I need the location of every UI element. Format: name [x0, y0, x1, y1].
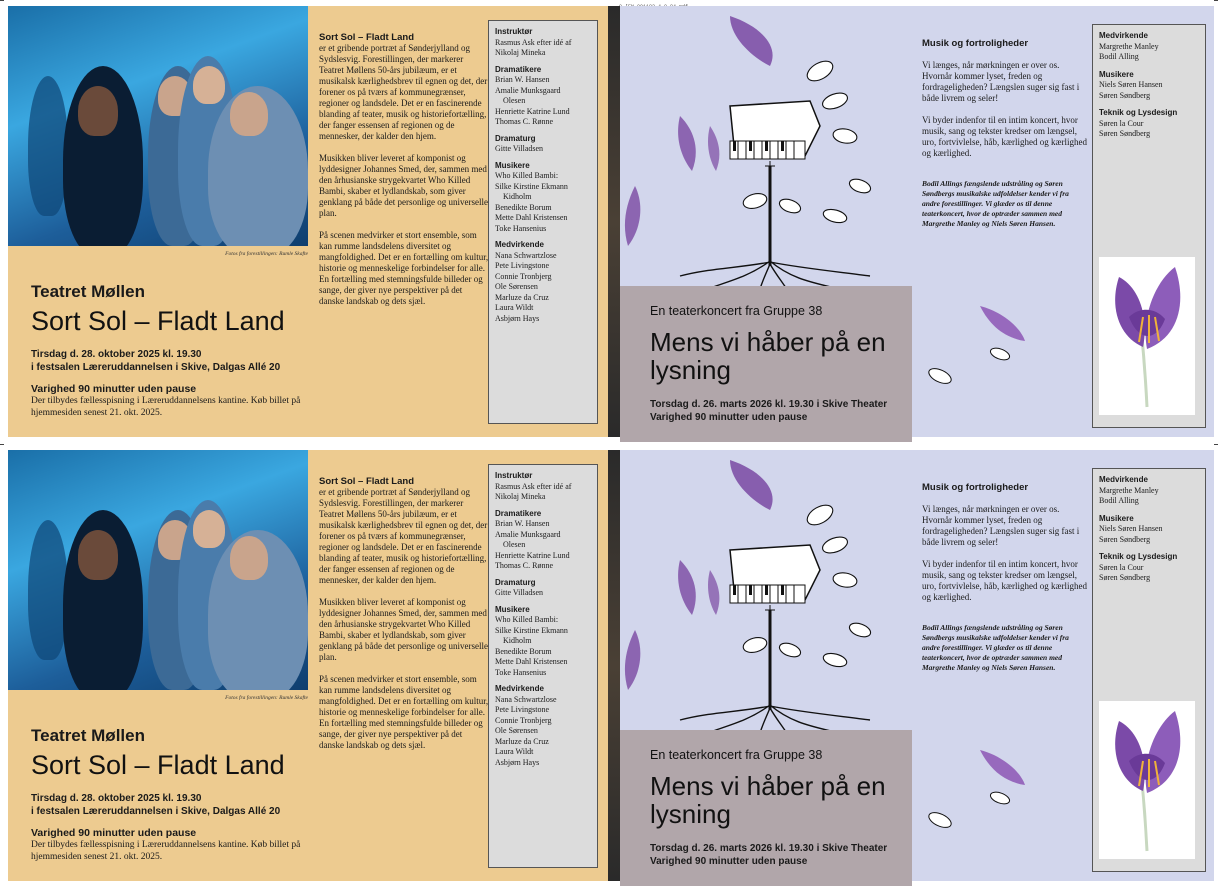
body-paragraph: er et gribende portræt af Sønderjylland og Sydslesvig. Forestillingen, der markerer Teatret Møllens 50-års jubilæum, er et musikalsk kærlighedsbrev til egnen og det, der forener os på tværs af kommunegrænser, regioner og landsdele. Det er en fascinerende blanding af teater, musik og historiefortælling, der fanger essensen af regionen og de mennesker, der kalder den hjem.	[319, 43, 488, 141]
music-heading: Musik og fortroligheder	[922, 482, 1029, 493]
description-heading: Sort Sol – Fladt Land	[319, 476, 415, 487]
credit-heading: Musikere	[1099, 513, 1134, 523]
flyer-sheet-top	[0, 0, 1218, 443]
concert-subtitle: En teaterkoncert fra Gruppe 38	[650, 304, 823, 318]
performance-photo	[8, 450, 308, 690]
credit-heading: Dramatikere	[495, 508, 542, 518]
credit-name: Brian W. Hansen	[495, 519, 550, 528]
credit-heading: Teknik og Lysdesign	[1099, 108, 1178, 117]
music-column	[922, 482, 1087, 684]
credit-name: Nana Schwartzlose	[495, 250, 557, 260]
credit-name: Gitte Villadsen	[495, 588, 544, 597]
credit-name: Nikolaj Mineka	[495, 48, 546, 57]
piano-icon	[730, 101, 820, 171]
quote: Bodil Allings fængslende udstråling og Søren Søndbergs musikalske udfoldelser kender vi fra andre forestillinger. Vi glæder os til denne teaterkoncert, hvor de optræder sammen med Margrethe Manley og Niels Søren Hansen.	[922, 623, 1069, 672]
credit-name: Bodil Alling	[1099, 52, 1139, 61]
show-date	[31, 792, 280, 818]
concert-duration: Varighed 90 minutter uden pause	[650, 412, 808, 423]
credit-heading: Instruktør	[495, 471, 533, 480]
credit-name: Søren Søndberg	[1099, 129, 1151, 138]
body-paragraph: På scenen medvirker et stort ensemble, som kan rumme landsdelens diversitet og mangfoldighed. Det er en fortælling om kultur, historie og menneskelige forbindelser for alle. En fortælling med stemningsfulde billeder og sange, der giver nye perspektiver på det danske landskab og dets sjæl.	[319, 674, 489, 750]
credit-name: Rasmus Ask efter idé af	[495, 37, 572, 47]
credits-box-left	[488, 20, 598, 424]
credit-name: Ole Sørensen	[495, 726, 538, 735]
credit-name: Brian W. Hansen	[495, 75, 550, 84]
crocus-icon	[1099, 257, 1195, 415]
credit-name: Toke Hansenius	[495, 223, 547, 233]
credit-heading: Musikere	[1099, 69, 1134, 79]
credit-name: Laura Wildt	[495, 303, 534, 312]
credit-name: Marluze da Cruz	[495, 292, 549, 302]
credit-name: Who Killed Bambi:	[495, 615, 559, 624]
credit-heading: Musikere	[495, 160, 530, 170]
credit-name: Margrethe Manley	[1099, 485, 1159, 495]
credit-name: Toke Hansenius	[495, 667, 547, 677]
credit-name: Niels Søren Hansen	[1099, 80, 1163, 89]
credit-name: Ole Sørensen	[495, 282, 538, 291]
music-paragraph: Vi længes, når mørkningen er over os. Hvornår kommer lyset, freden og fordrageligheden? Længslen suger sig fast i både livrem og seler!	[922, 60, 1080, 103]
music-heading: Musik og fortroligheder	[922, 38, 1029, 49]
credit-name: Gitte Villadsen	[495, 144, 544, 153]
credit-name: Søren Søndberg	[1099, 573, 1151, 582]
food-note: Der tilbydes fællesspisning i Læreruddannelsens kantine. Køb billet på hjemmesiden senest 21. okt. 2025.	[31, 396, 301, 418]
credit-name: Søren Søndberg	[1099, 90, 1151, 100]
date-line: Tirsdag d. 28. oktober 2025 kl. 19.30	[31, 349, 202, 360]
credit-name: Mette Dahl Kristensen	[495, 657, 568, 666]
food-note: Der tilbydes fællesspisning i Læreruddannelsens kantine. Køb billet på hjemmesiden senest 21. okt. 2025.	[31, 840, 301, 862]
crop-mark	[1214, 444, 1218, 445]
credit-name: Silke Kirstine Ekmann	[495, 181, 568, 191]
music-paragraph: Vi byder indenfor til en intim koncert, hvor musik, sang og tekster kredser om længsel, uro, fortvivlelse, håb, kærlighed og kærlighed og kærlighed.	[922, 559, 1087, 602]
credit-heading: Medvirkende	[495, 240, 544, 249]
crocus-image	[1099, 257, 1195, 415]
date-line: Tirsdag d. 28. oktober 2025 kl. 19.30	[31, 793, 202, 804]
credit-name: Kidholm	[503, 192, 532, 201]
body-paragraph: På scenen medvirker et stort ensemble, som kan rumme landsdelens diversitet og mangfoldighed. Det er en fortælling om kultur, historie og menneskelige forbindelser for alle. En fortælling med stemningsfulde billeder og sange, der giver nye perspektiver på det danske landskab og dets sjæl.	[319, 230, 489, 306]
quote: Bodil Allings fængslende udstråling og Søren Søndbergs musikalske udfoldelser kender vi fra andre forestillinger. Vi glæder os til denne teaterkoncert, hvor de optræder sammen med Margrethe Manley og Niels Søren Hansen.	[922, 179, 1069, 228]
music-column	[922, 38, 1087, 240]
credit-name: Mette Dahl Kristensen	[495, 213, 568, 222]
credit-name: Søren la Cour	[1099, 562, 1144, 572]
music-paragraph: Vi byder indenfor til en intim koncert, hvor musik, sang og tekster kredser om længsel, uro, fortvivlelse, håb, kærlighed og kærlighed og kærlighed.	[922, 115, 1087, 158]
credit-heading: Dramaturg	[495, 133, 536, 143]
credit-name: Bodil Alling	[1099, 496, 1139, 505]
credit-name: Søren la Cour	[1099, 118, 1144, 128]
credit-name: Henriette Katrine Lund	[495, 550, 570, 560]
credit-name: Søren Søndberg	[1099, 534, 1151, 544]
crop-mark	[0, 0, 4, 1]
performance-photo	[8, 6, 308, 246]
credit-name: Connie Tronbjerg	[495, 271, 552, 281]
piano-icon	[730, 545, 820, 615]
credit-name: Olesen	[503, 96, 526, 105]
credit-heading: Dramaturg	[495, 577, 536, 587]
credit-name: Margrethe Manley	[1099, 41, 1159, 51]
credit-name: Asbjørn Hays	[495, 313, 540, 323]
venue-name: Teatret Møllen	[31, 282, 145, 301]
credit-heading: Instruktør	[495, 27, 533, 36]
crocus-icon	[1099, 701, 1195, 859]
credit-name: Pete Livingstone	[495, 261, 549, 270]
concert-date	[650, 842, 887, 868]
body-paragraph: er et gribende portræt af Sønderjylland og Sydslesvig. Forestillingen, der markerer Teatret Møllens 50-års jubilæum, er et musikalsk kærlighedsbrev til egnen og det, der forener os på tværs af kommunegrænser, regioner og landsdele. Det er en fascinerende blanding af teater, musik og historiefortælling, der fanger essensen af regionen og de mennesker, der kalder den hjem.	[319, 487, 488, 585]
credit-name: Silke Kirstine Ekmann	[495, 625, 568, 635]
credit-name: Connie Tronbjerg	[495, 715, 552, 725]
crop-mark	[0, 444, 4, 445]
venue-name: Teatret Møllen	[31, 726, 145, 745]
falling-leaves-icon	[900, 730, 1030, 840]
music-paragraph: Vi længes, når mørkningen er over os. Hvornår kommer lyset, freden og fordrageligheden? Længslen suger sig fast i både livrem og seler!	[922, 504, 1080, 547]
credit-name: Amalie Munksgaard	[495, 85, 561, 95]
concert-flyer	[620, 6, 1214, 437]
credit-name: Pete Livingstone	[495, 705, 549, 714]
duration: Varighed 90 minutter uden pause	[31, 383, 197, 395]
crocus-image	[1099, 701, 1195, 859]
credit-heading: Teknik og Lysdesign	[1099, 552, 1178, 561]
credits-box-right	[1092, 468, 1206, 872]
credit-name: Amalie Munksgaard	[495, 529, 561, 539]
show-title: Sort Sol – Fladt Land	[31, 306, 285, 336]
description-column	[319, 476, 489, 762]
show-title: Sort Sol – Fladt Land	[31, 750, 285, 780]
credit-heading: Musikere	[495, 604, 530, 614]
piano-tree-illustration	[620, 450, 910, 750]
credit-name: Laura Wildt	[495, 747, 534, 756]
concert-title: Mens vi håber på en lysning	[650, 327, 886, 385]
credit-name: Rasmus Ask efter idé af	[495, 481, 572, 491]
description-column	[319, 32, 489, 318]
concert-subtitle: En teaterkoncert fra Gruppe 38	[650, 748, 823, 762]
concert-date	[650, 398, 887, 424]
concert-date-line: Torsdag d. 26. marts 2026 kl. 19.30 i Skive Theater	[650, 399, 888, 410]
credit-heading: Medvirkende	[1099, 475, 1148, 484]
falling-leaves-icon	[900, 286, 1030, 396]
concert-duration: Varighed 90 minutter uden pause	[650, 856, 808, 867]
body-paragraph: Musikken bliver leveret af komponist og lyddesigner Johannes Smed, der, sammen med den århusianske strygekvartet Who Killed Bambi, skaber et lydlandskab, som giver genklang på både det personlige og universelle plan.	[319, 153, 488, 218]
credit-name: Asbjørn Hays	[495, 757, 540, 767]
description-heading: Sort Sol – Fladt Land	[319, 32, 415, 43]
concert-title: Mens vi håber på en lysning	[650, 771, 886, 829]
credit-name: Thomas C. Rønne	[495, 117, 553, 126]
concert-title-block	[620, 730, 912, 886]
credit-name: Nikolaj Mineka	[495, 492, 546, 501]
duration: Varighed 90 minutter uden pause	[31, 827, 197, 839]
flyer-sheet-bottom	[0, 444, 1218, 887]
credit-name: Thomas C. Rønne	[495, 561, 553, 570]
piano-tree-illustration	[620, 6, 910, 306]
credit-heading: Medvirkende	[495, 684, 544, 693]
credit-name: Who Killed Bambi:	[495, 171, 559, 180]
concert-date-line: Torsdag d. 26. marts 2026 kl. 19.30 i Skive Theater	[650, 843, 888, 854]
photo-credit: Fotos fra forestillingen: Rumle Skafte	[225, 251, 308, 257]
credit-name: Benedikte Borum	[495, 202, 552, 212]
body-paragraph: Musikken bliver leveret af komponist og lyddesigner Johannes Smed, der, sammen med den århusianske strygekvartet Who Killed Bambi, skaber et lydlandskab, som giver genklang på både det personlige og universelle plan.	[319, 597, 488, 662]
credits-box-left	[488, 464, 598, 868]
credits-box-right	[1092, 24, 1206, 428]
concert-flyer	[620, 450, 1214, 881]
photo-credit: Fotos fra forestillingen: Rumle Skafte	[225, 695, 308, 701]
credit-name: Kidholm	[503, 636, 532, 645]
credit-name: Niels Søren Hansen	[1099, 524, 1163, 533]
venue-line: i festsalen Læreruddannelsen i Skive, Dalgas Allé 20	[31, 806, 281, 817]
venue-line: i festsalen Læreruddannelsen i Skive, Dalgas Allé 20	[31, 362, 281, 373]
credit-heading: Medvirkende	[1099, 31, 1148, 40]
credit-name: Nana Schwartzlose	[495, 694, 557, 704]
credit-heading: Dramatikere	[495, 64, 542, 74]
credit-name: Benedikte Borum	[495, 646, 552, 656]
credit-name: Olesen	[503, 540, 526, 549]
credit-name: Marluze da Cruz	[495, 736, 549, 746]
concert-title-block	[620, 286, 912, 442]
crop-mark	[1214, 0, 1218, 1]
credit-name: Henriette Katrine Lund	[495, 106, 570, 116]
show-date	[31, 348, 280, 374]
